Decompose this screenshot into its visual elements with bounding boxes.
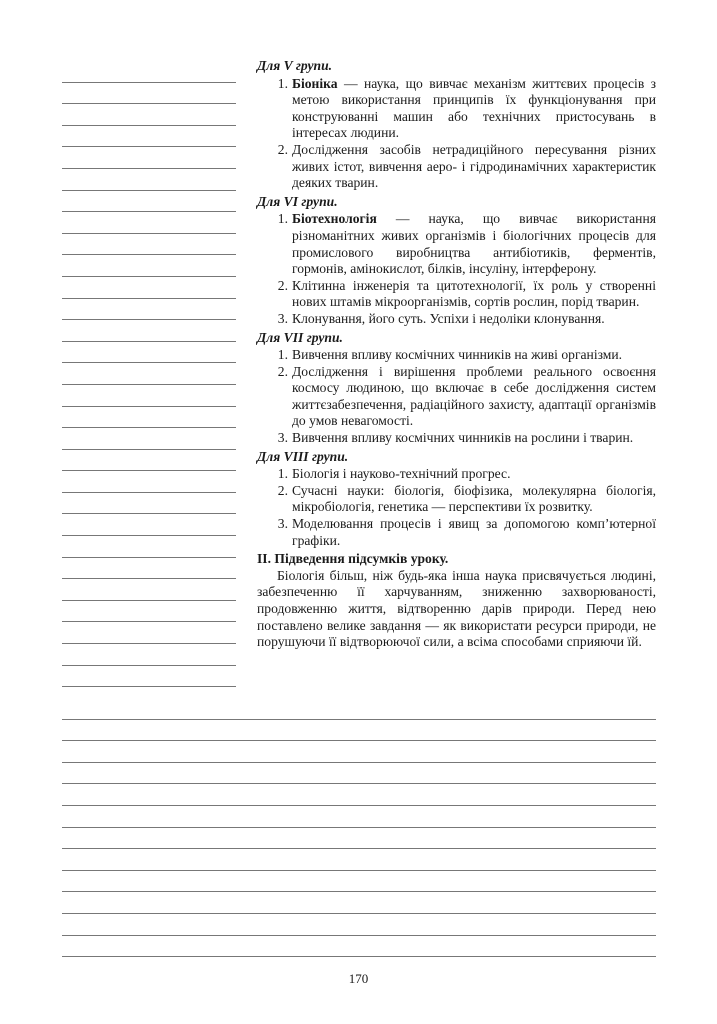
note-line — [62, 342, 236, 364]
list-item — [257, 278, 656, 311]
item-body: — наука, що вивчає механізм життєвих процесів з метою використання принципів їх функціонування при конструюванні машин або технічних пристосувань в інтересах людини. — [292, 75, 656, 141]
item-text — [292, 142, 656, 192]
bottom-note-lines — [62, 698, 656, 957]
group-heading: Для VIII групи. — [257, 448, 349, 464]
item-body: Клітинна інженерія та цитотехнології, їх роль у створенні нових штамів мікроорганізмів, сортів рослин, порід тварин. — [292, 277, 656, 310]
note-line — [62, 720, 656, 742]
item-number: 1. — [277, 211, 288, 227]
group-heading: Для VII групи. — [257, 329, 343, 345]
topic-list — [257, 466, 656, 549]
topic-list — [257, 76, 656, 192]
item-text — [292, 364, 656, 430]
note-line — [62, 61, 236, 83]
item-text — [292, 311, 656, 328]
item-number: 2. — [277, 277, 288, 293]
item-body: Біологія і науково-технічний прогрес. — [292, 466, 511, 482]
note-line — [62, 536, 236, 558]
summary-paragraph: Біологія більш, ніж будь-яка інша наука присвячується людині, забезпеченню її харчуванням, зниженню захворюваності, продовженню життя, відтворенню дарів природи. Перед нею поставлено велике завдання — як використати ресурси природи, не порушуючи її відтворюючої сили, а всіма способами сприяючи їй. — [257, 567, 656, 650]
note-line — [62, 428, 236, 450]
group-assignments — [257, 58, 656, 549]
item-number: 2. — [277, 363, 288, 379]
note-line — [62, 806, 656, 828]
list-item — [257, 76, 656, 142]
note-line — [62, 277, 236, 299]
note-line — [62, 255, 236, 277]
note-line — [62, 784, 656, 806]
list-item — [257, 430, 656, 447]
note-line — [62, 363, 236, 385]
note-line — [62, 514, 236, 536]
note-line — [62, 212, 236, 234]
item-body: Вивчення впливу космічних чинників на живі організми. — [292, 347, 623, 363]
item-body: — наука, що вивчає використання різноманітних живих організмів і біологічних процесів для промислового виробництва антибіотиків, ферментів, гормонів, амінокислот, білків, інсуліну, інтерферону. — [292, 211, 656, 277]
note-line — [62, 741, 656, 763]
page-number: 170 — [348, 971, 369, 986]
list-item — [257, 516, 656, 549]
note-line — [62, 320, 236, 342]
item-number: 1. — [277, 347, 288, 363]
page-content — [257, 58, 656, 651]
note-line — [62, 450, 236, 472]
note-line — [62, 914, 656, 936]
item-number: 3. — [277, 430, 288, 446]
item-text — [292, 516, 656, 549]
topic-list — [257, 347, 656, 447]
list-item — [257, 142, 656, 192]
group-heading: Для V групи. — [257, 58, 333, 73]
section-heading: ІІ. Підведення підсумків уроку. — [257, 551, 449, 567]
note-line — [62, 83, 236, 105]
item-body: Клонування, його суть. Успіхи і недоліки клонування. — [292, 310, 605, 326]
item-text — [292, 430, 656, 447]
list-item — [257, 483, 656, 516]
item-text — [292, 278, 656, 311]
list-item — [257, 311, 656, 328]
note-line — [62, 126, 236, 148]
list-item — [257, 211, 656, 277]
list-item — [257, 347, 656, 364]
item-text — [292, 483, 656, 516]
item-body: Моделювання процесів і явищ за допомогою комп’ютерної графіки. — [292, 516, 656, 548]
item-number: 2. — [277, 482, 288, 498]
margin-note-lines — [62, 61, 236, 687]
note-line — [62, 299, 236, 321]
note-line — [62, 763, 656, 785]
item-text — [292, 466, 656, 483]
note-line — [62, 558, 236, 580]
note-line — [62, 147, 236, 169]
item-text — [292, 76, 656, 142]
note-line — [62, 828, 656, 850]
topic-list — [257, 211, 656, 327]
item-number: 1. — [277, 75, 288, 91]
list-item — [257, 364, 656, 430]
item-text — [292, 347, 656, 364]
note-line — [62, 234, 236, 256]
note-line — [62, 936, 656, 958]
note-line — [62, 892, 656, 914]
note-line — [62, 579, 236, 601]
item-term: Біотехнологія — [292, 211, 377, 227]
note-line — [62, 169, 236, 191]
note-line — [62, 644, 236, 666]
note-line — [62, 104, 236, 126]
note-line — [62, 871, 656, 893]
item-number: 3. — [277, 516, 288, 532]
note-line — [62, 407, 236, 429]
item-number: 3. — [277, 310, 288, 326]
note-line — [62, 666, 236, 688]
note-line — [62, 601, 236, 623]
item-number: 2. — [277, 141, 288, 157]
note-line — [62, 493, 236, 515]
note-line — [62, 471, 236, 493]
item-text — [292, 211, 656, 277]
item-term: Біоніка — [292, 75, 338, 91]
list-item — [257, 466, 656, 483]
group-heading: Для VI групи. — [257, 193, 338, 209]
note-line — [62, 622, 236, 644]
item-number: 1. — [277, 466, 288, 482]
note-line — [62, 191, 236, 213]
item-body: Сучасні науки: біологія, біофізика, молекулярна біологія, мікробіологія, генетика — перспективи їх розвитку. — [292, 482, 656, 515]
item-body: Вивчення впливу космічних чинників на рослини і тварин. — [292, 430, 634, 446]
note-line — [62, 385, 236, 407]
item-body: Дослідження засобів нетрадиційного пересування різних живих істот, вивчення аеро- і гідродинамічних характеристик деяких тварин. — [292, 141, 656, 191]
note-line — [62, 698, 656, 720]
item-body: Дослідження і вирішення проблеми реального освоєння космосу людиною, що включає в себе дослідження систем життєзабезпечення, радіаційного захисту, адаптації організмів до умов невагомості. — [292, 363, 656, 429]
note-line — [62, 849, 656, 871]
